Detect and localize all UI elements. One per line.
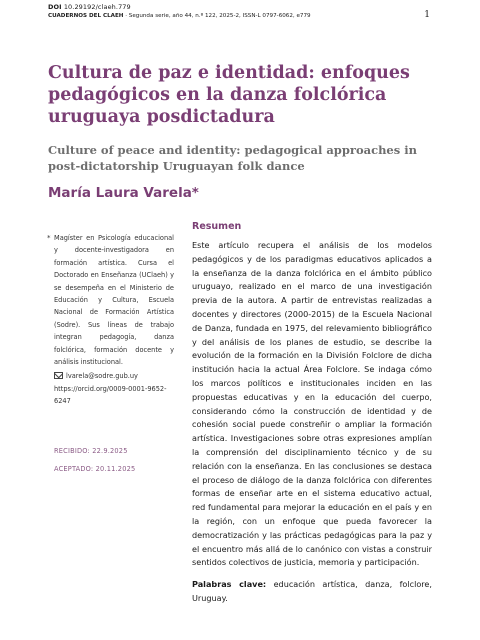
article-subtitle: Culture of peace and identity: pedagogical approaches in post-dictatorship Uruguayan folk dance: [48, 143, 417, 173]
abstract-text: Este artículo recupera el análisis de los modelos pedagógicos y de los paradigmas educativos aplicados a la enseñanza de la danza folclórica en el ámbito público uruguayo, realizado en el marco de una investigación previa de la autora. A partir de entrevistas realizadas a docentes y directores (2000-2015) de la Escuela Nacional de Danza, fundada en 1975, del relevamiento bibliográfico y del análisis de los planes de estudio, se describe la evolución de la formación en la División Folclore de dicha institución hacia la actual Área Folclore. Se indaga cómo los marcos políticos e institucionales inciden en las propuestas educativas y en la educación del cuerpo, considerando cómo la construcción de identidad y de cohesión social puede constreñir o ampliar la formación artística. Investigaciones sobre otras expresiones amplían la comprensión del disciplinamiento técnico y de su relación con la enseñanza. En las conclusiones se destaca el proceso de diálogo de la danza folclórica con diferentes formas de enseñar arte en el sistema educativo actual, red fundamental para mejorar la educación en el país y en la región, con un enfoque que pueda favorecer la democratización y las prácticas pedagógicas para la paz y el encuentro más allá de lo canónico con vistas a construir sentidos colectivos de justicia, memoria y participación.: [192, 240, 432, 568]
keywords-label: Palabras clave:: [192, 579, 267, 589]
footnote-marker: *: [47, 234, 51, 242]
author-name: María Laura Varela*: [48, 185, 199, 201]
journal-details: · Segunda serie, año 44, n.º 122, 2025-2, ISSN-L 0797-6062, e779: [123, 13, 311, 19]
doi-value[interactable]: 10.29192/claeh.779: [63, 3, 131, 11]
keywords-list: educación artística, danza, folclore, Uruguay.: [192, 579, 432, 603]
abstract-heading: Resumen: [192, 221, 242, 232]
author-email[interactable]: lvarela@sodre.gub.uy: [66, 372, 138, 381]
envelope-icon: [54, 372, 63, 379]
accepted-date: ACEPTADO: 20.11.2025: [54, 465, 136, 473]
author-note: [47, 232, 174, 408]
orcid-link[interactable]: https://orcid.org/0009-0001-9652-6247: [54, 384, 167, 406]
doi-line: [48, 3, 131, 11]
received-date: RECIBIDO: 22.9.2025: [54, 447, 128, 455]
journal-line: [48, 13, 311, 19]
doi-label: DOI: [48, 3, 62, 11]
page-number: 1: [424, 10, 430, 20]
author-contact: [54, 370, 174, 382]
author-bio: Magíster en Psicología educacional y docente-investigadora en formación artística. Cursa el Doctorado en Enseñanza (UClaeh) y se desempeña en el Ministerio de Educación y Cultura, Escuela Nacional de Formación Artística (Sodre). Sus líneas de trabajo integran pedagogía, danza folclórica, formación docente y análisis institucional.: [54, 234, 174, 367]
article-title: Cultura de paz e identidad: enfoques pedagógicos en la danza folclórica uruguaya posdictadura: [48, 63, 410, 127]
keywords: [192, 578, 432, 606]
journal-name: CUADERNOS DEL CLAEH: [48, 13, 124, 19]
